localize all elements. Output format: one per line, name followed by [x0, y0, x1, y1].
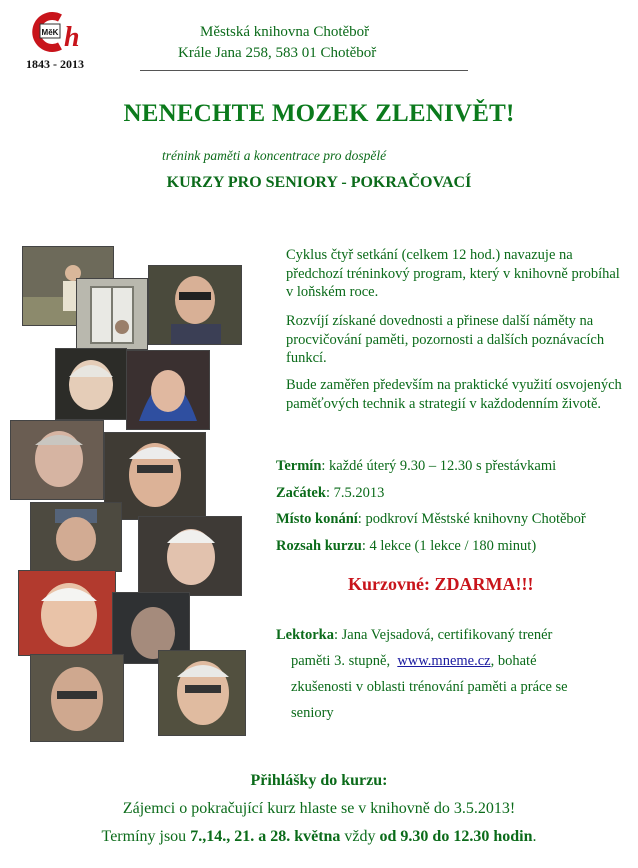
photo-senior-7: [30, 502, 122, 572]
detail-termin-value: : každé úterý 9.30 – 12.30 s přestávkami: [321, 458, 557, 474]
detail-misto-value: : podkroví Městské knihovny Chotěboř: [357, 511, 586, 527]
detail-zacatek-value: : 7.5.2013: [325, 485, 385, 501]
library-logo: [26, 12, 96, 52]
signup-dates-days: 7.,14., 21. a 28. května: [190, 828, 341, 845]
detail-misto: [276, 511, 586, 528]
course-title: KURZY PRO SENIORY - POKRAČOVACÍ: [166, 174, 472, 191]
detail-misto-label: Místo konání: [276, 511, 358, 527]
photo-senior-9: [18, 570, 116, 656]
photo-senior-5: [10, 420, 104, 500]
detail-termin-label: Termín: [276, 458, 322, 474]
detail-zacatek: [276, 485, 384, 502]
signup-dates-hours: od 9.30 do 12.30 hodin: [379, 828, 533, 845]
signup-deadline: Zájemci o pokračující kurz hlaste se v knihovně do 3.5.2013!: [122, 800, 516, 817]
description-paragraph-2: Rozvíjí získané dovednosti a přinese další náměty na procvičování paměti, pozornosti a dalších poznávacích funkcí.: [286, 313, 605, 366]
lecturer-line3: zkušenosti v oblasti trénování paměti a práce se: [291, 679, 568, 695]
library-name: Městská knihovna Chotěboř: [200, 24, 370, 40]
signup-dates-always: vždy: [340, 828, 380, 845]
lecturer-info: [276, 622, 628, 726]
lecturer-line2-pre: paměti 3. stupně,: [291, 653, 391, 669]
photo-senior-8: [138, 516, 242, 596]
signup-dates: [0, 828, 638, 846]
detail-zacatek-label: Začátek: [276, 485, 326, 501]
photo-window: [76, 278, 148, 350]
detail-termin: [276, 458, 556, 475]
photo-senior-3: [55, 348, 127, 420]
main-title: NENECHTE MOZEK ZLENIVĚT!: [123, 100, 515, 127]
signup-dates-end: .: [532, 828, 537, 845]
lecturer-line1: : Jana Vejsadová, certifikovaný trenér: [334, 627, 553, 643]
header-divider: [140, 70, 468, 71]
lecturer-label: Lektorka: [276, 627, 334, 643]
signup-heading: Přihlášky do kurzu:: [250, 772, 388, 789]
signup-dates-prefix: Termíny jsou: [101, 828, 191, 845]
price-free: Kurzovné: ZDARMA!!!: [348, 574, 534, 594]
logo-text: MěK: [41, 28, 59, 37]
photo-senior-11: [30, 654, 124, 742]
mneme-link[interactable]: www.mneme.cz: [397, 653, 491, 669]
svg-text:h: h: [64, 22, 80, 52]
photo-senior-4: [126, 350, 210, 430]
photo-senior-12: [158, 650, 246, 736]
lecturer-line4: seniory: [291, 705, 334, 721]
years-label: 1843 - 2013: [26, 57, 84, 71]
subtitle: trénink paměti a koncentrace pro dospělé: [162, 148, 387, 163]
detail-rozsah-value: : 4 lekce (1 lekce / 180 minut): [361, 538, 537, 554]
photo-senior-2: [148, 265, 242, 345]
detail-rozsah-label: Rozsah kurzu: [276, 538, 362, 554]
library-address: Krále Jana 258, 583 01 Chotěboř: [178, 45, 377, 61]
detail-rozsah: [276, 538, 536, 555]
description-paragraph-1: Cyklus čtyř setkání (celkem 12 hod.) navazuje na předchozí tréninkový program, který v knihovně probíhal v loňském roce.: [286, 247, 620, 300]
description-paragraph-3: Bude zaměřen především na praktické využití osvojených paměťových technik a strategií v každodenním životě.: [286, 377, 622, 412]
lecturer-line2-post: , bohaté: [490, 653, 537, 669]
